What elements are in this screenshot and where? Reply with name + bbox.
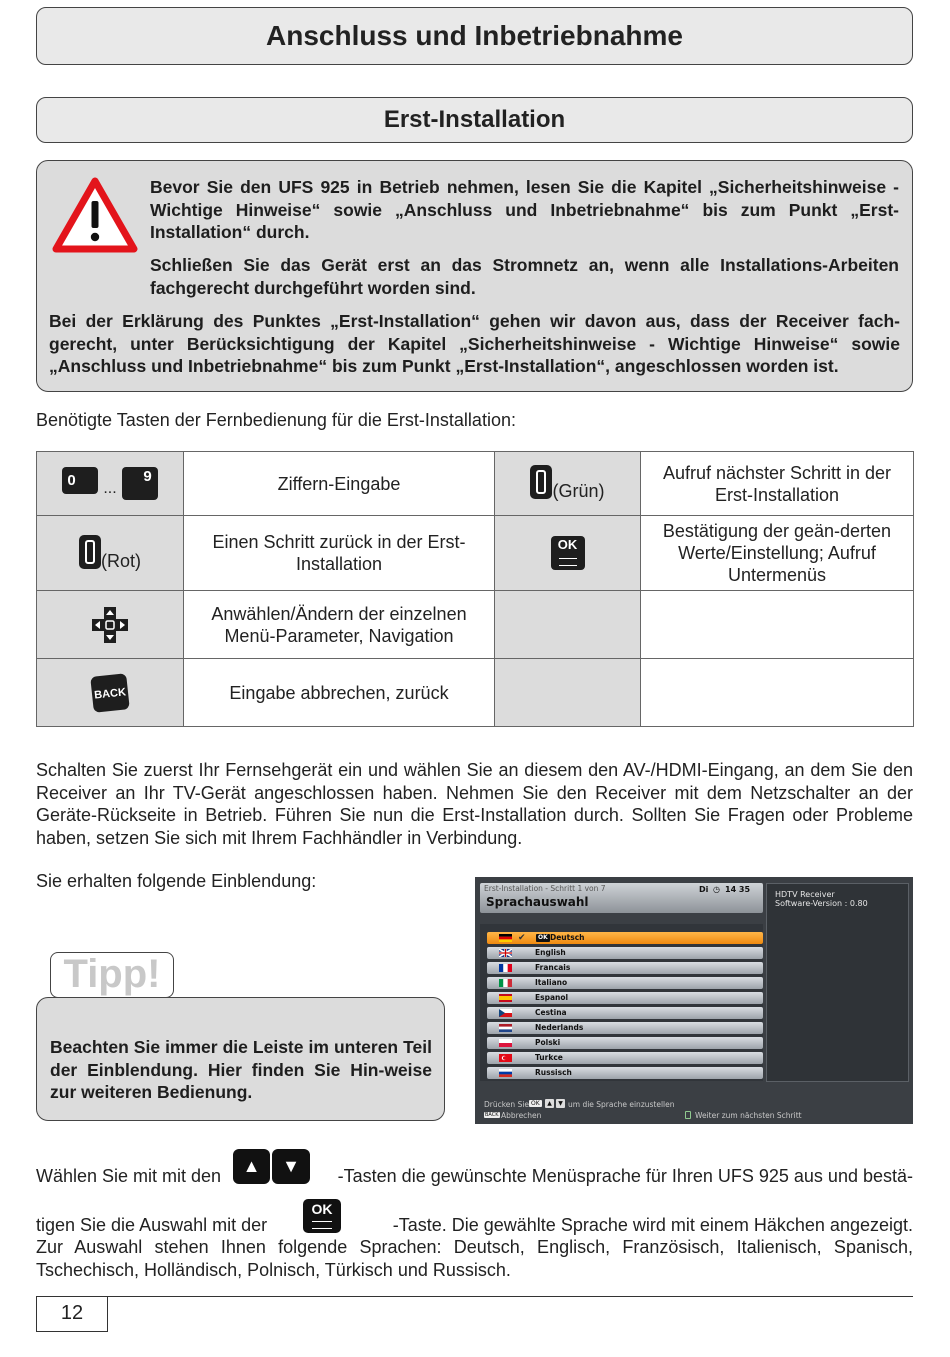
ok-key-label: OK	[557, 537, 578, 552]
ok-key-cell	[495, 516, 641, 591]
language-name: Nederlands	[535, 1023, 584, 1032]
back-key-cell	[37, 659, 184, 727]
flag-germany-icon	[499, 934, 512, 942]
language-item[interactable]	[487, 947, 763, 959]
language-item[interactable]	[487, 977, 763, 989]
language-item[interactable]	[487, 1037, 763, 1049]
green-button-icon	[685, 1111, 691, 1119]
page-title: Anschluss und Inbetriebnahme	[36, 7, 913, 65]
warning-text-2: Schließen Sie das Gerät erst an das Stromnetz an, wenn alle Installations-Arbeiten fachgerecht durchgeführt worden sind.	[150, 255, 899, 298]
hint-press: Drücken Sie	[484, 1100, 530, 1109]
empty-cell	[495, 659, 641, 727]
language-name: English	[535, 948, 566, 957]
ok-key-inline-icon	[303, 1199, 341, 1233]
arrow-down-key-icon: ▼	[272, 1149, 310, 1184]
table-row	[37, 659, 914, 727]
arrow-down-icon: ▼	[556, 1099, 565, 1108]
digits-description: Ziffern-Eingabe	[184, 452, 495, 516]
tip-text: Beachten Sie immer die Leiste im unteren Teil der Einblendung. Hier finden Sie Hin-weise zur weiteren Bedienung.	[50, 1037, 432, 1102]
checkmark-icon: ✔	[518, 933, 526, 943]
arrow-up-key-icon: ▲	[233, 1149, 270, 1184]
warning-triangle-icon	[52, 177, 138, 253]
tv-screen	[475, 877, 913, 1124]
screen-header	[480, 883, 763, 913]
language-item[interactable]	[487, 1022, 763, 1034]
nav-keys-cell	[37, 591, 184, 659]
language-item[interactable]	[487, 962, 763, 974]
flag-france-icon	[499, 964, 512, 972]
clock-icon: ◷	[713, 885, 720, 894]
paragraph-display: Sie erhalten folgende Einblendung:	[36, 871, 317, 891]
language-item[interactable]	[487, 1007, 763, 1019]
keys-intro: Benötigte Tasten der Fernbedienung für die Erst-Installation:	[36, 410, 516, 430]
language-item[interactable]	[487, 992, 763, 1004]
hint-rest: um die Sprache einzustellen	[568, 1100, 675, 1109]
empty-cell	[641, 591, 914, 659]
green-key-label: (Grün)	[552, 480, 605, 501]
digit-keys-cell	[37, 452, 184, 516]
language-name: Espanol	[535, 993, 569, 1002]
info-line-2: Software-Version : 0.80	[775, 899, 868, 908]
para3-part2: -Tasten die gewünschte Menüsprache für Ihren UFS 925 aus und bestä-	[337, 1166, 913, 1186]
hint-back-badge: BACK	[485, 1112, 499, 1118]
table-row	[37, 591, 914, 659]
digit-9-key-icon: 9	[122, 467, 158, 500]
hint-cancel: Abbrechen	[501, 1111, 542, 1120]
para3-part3: tigen Sie die Auswahl mit der	[36, 1215, 268, 1235]
flag-netherlands-icon	[499, 1024, 512, 1032]
empty-cell	[641, 659, 914, 727]
navigation-cross-icon	[91, 606, 129, 644]
screen-hint-bar	[480, 1086, 908, 1120]
flag-turkey-icon	[499, 1054, 512, 1062]
screen-time: 14 35	[725, 885, 751, 894]
language-list	[480, 924, 763, 1081]
warning-text-3: Bei der Erklärung des Punktes „Erst-Installation“ gehen wir davon aus, dass der Receiver fach-gerecht, unter Berücksichtigung der Kapitel „Sicherheitshinweise - Wichtige Hinweise“ sowie „Anschluss und Inbetriebnahme“ bis zum Punkt „Erst-Installation“, angeschlossen worden ist.	[49, 311, 900, 376]
table-row	[37, 452, 914, 516]
green-key-cell	[495, 452, 641, 516]
language-name: Francais	[535, 963, 571, 972]
language-name: Deutsch	[550, 933, 585, 942]
table-row	[37, 516, 914, 591]
back-key-icon: BACK	[90, 673, 130, 713]
keys-table	[36, 451, 914, 727]
hint-next: Weiter zum nächsten Schritt	[695, 1111, 802, 1120]
page-number: 12	[36, 1296, 108, 1332]
ok-badge: OK	[538, 934, 548, 941]
language-name: Turkce	[535, 1053, 563, 1062]
flag-uk-icon	[499, 949, 512, 957]
red-key-label: (Rot)	[101, 550, 141, 571]
empty-cell	[495, 591, 641, 659]
arrow-up-icon: ▲	[545, 1099, 554, 1108]
tip-label: Tipp!	[50, 952, 174, 998]
ok-key-icon	[551, 536, 585, 570]
ok-key-inline-label: OK	[311, 1201, 333, 1217]
language-name: Polski	[535, 1038, 561, 1047]
section-title: Erst-Installation	[36, 97, 913, 143]
info-line-1: HDTV Receiver	[775, 890, 835, 899]
language-name: Russisch	[535, 1068, 572, 1077]
flag-czech-icon	[499, 1009, 512, 1017]
hint-ok-badge: OK	[531, 1100, 540, 1107]
language-item[interactable]	[487, 1052, 763, 1064]
language-name: Cestina	[535, 1008, 567, 1017]
flag-poland-icon	[499, 1039, 512, 1047]
language-item[interactable]	[487, 932, 763, 944]
language-item[interactable]	[487, 1067, 763, 1079]
red-description: Einen Schritt zurück in der Erst-Installation	[184, 516, 495, 591]
digit-ellipsis: ...	[103, 480, 117, 497]
info-panel	[766, 883, 909, 1082]
green-key-icon	[530, 465, 552, 499]
red-key-cell	[37, 516, 184, 591]
screen-step: Erst-Installation - Schritt 1 von 7	[484, 884, 606, 893]
para3-part4: -Taste. Die gewählte Sprache wird mit einem Häkchen angezeigt.	[392, 1215, 913, 1235]
paragraph-setup: Schalten Sie zuerst Ihr Fernsehgerät ein und wählen Sie an diesem den AV-/HDMI-Eingang, an dem Sie den Receiver an Ihr TV-Gerät angeschlossen haben. Nehmen Sie den Receiver mit dem Netzschalter an der Geräte-Rückseite in Betrieb. Führen Sie nun die Erst-Installation durch. Sollten Sie Fragen oder Probleme haben, setzen Sie sich mit Ihrem Fachhändler in Verbindung.	[36, 760, 913, 848]
language-name: Italiano	[535, 978, 568, 987]
nav-description: Anwählen/Ändern der einzelnen Menü-Parameter, Navigation	[184, 591, 495, 659]
screen-title: Sprachauswahl	[486, 895, 589, 909]
warning-box	[36, 160, 913, 392]
screen-day: Di	[699, 885, 709, 894]
flag-russia-icon	[499, 1069, 512, 1077]
warning-text-1: Bevor Sie den UFS 925 in Betrieb nehmen, lesen Sie die Kapitel „Sicherheitshinweise - Wichtige Hinweise“ sowie „Anschluss und Inbetriebnahme“ bis zum Punkt „Erst-Installation“ durch.	[150, 177, 899, 242]
flag-spain-icon	[499, 994, 512, 1002]
back-description: Eingabe abbrechen, zurück	[184, 659, 495, 727]
tip-box	[36, 997, 445, 1121]
ok-description: Bestätigung der geän-derten Werte/Einstellung; Aufruf Untermenüs	[641, 516, 914, 591]
flag-italy-icon	[499, 979, 512, 987]
digit-0-key-icon: 0	[62, 467, 98, 494]
red-key-icon	[79, 535, 101, 569]
para3-part5: Zur Auswahl stehen Ihnen folgende Sprachen: Deutsch, Englisch, Französisch, Italienisch, Spanisch, Tschechisch, Holländisch, Polnisch, Türkisch und Russisch.	[36, 1237, 913, 1280]
para3-part1: Wählen Sie mit mit den	[36, 1166, 222, 1186]
green-description: Aufruf nächster Schritt in der Erst-Installation	[641, 452, 914, 516]
footer-divider	[36, 1296, 913, 1297]
